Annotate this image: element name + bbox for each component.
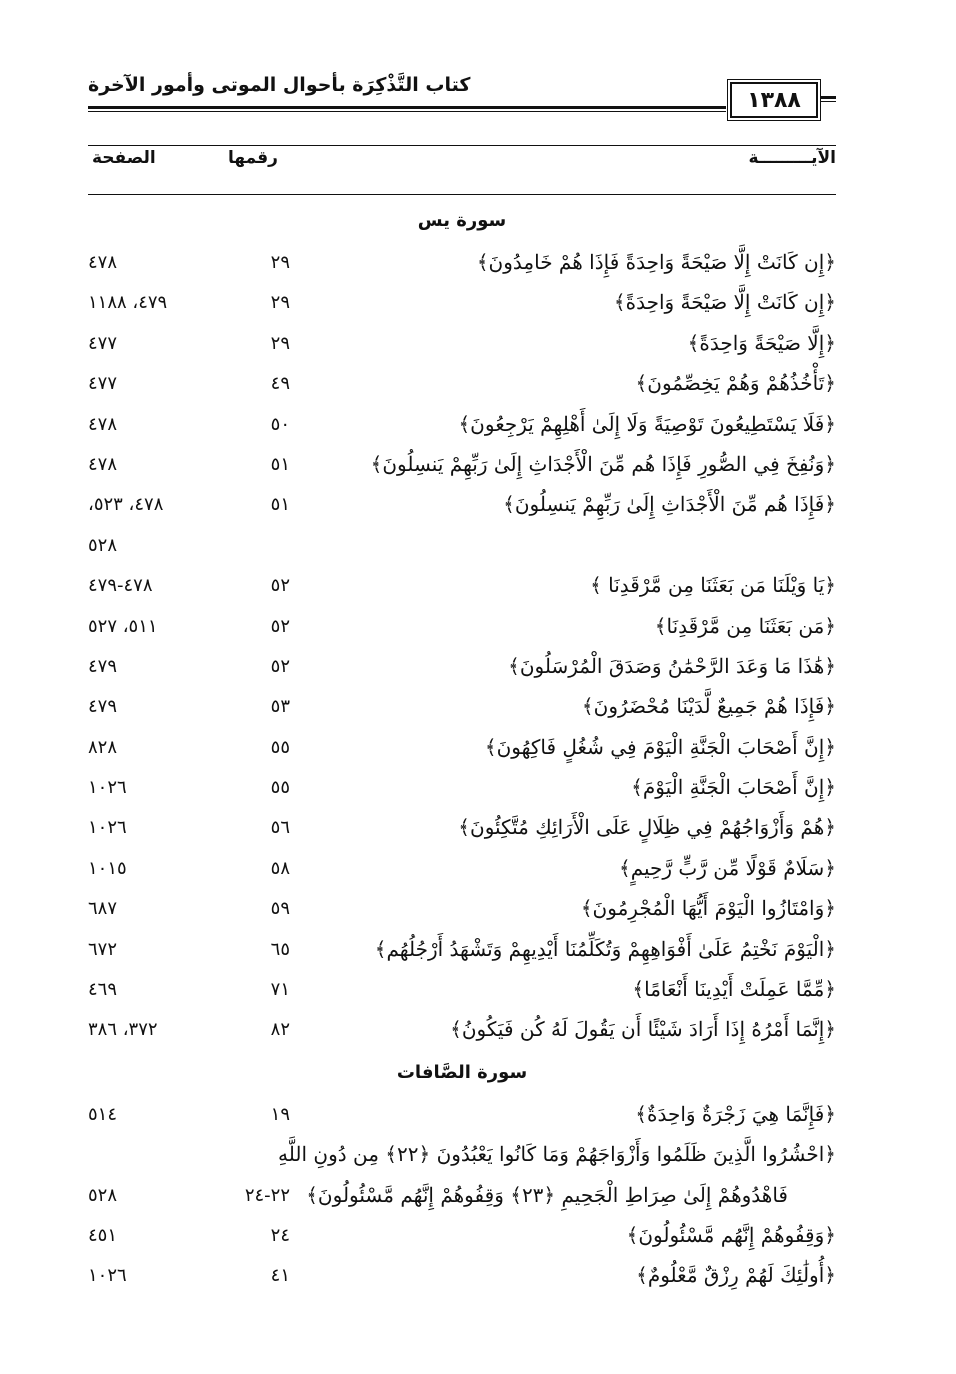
ayah-text: ﴿وَامْتَازُوا الْيَوْمَ أَيُّهَا الْمُجْرِمُونَ﴾: [580, 896, 836, 921]
surah-title: سورة الصَّافات: [396, 1061, 528, 1083]
ayah-text: ﴿فَإِنَّمَا هِيَ زَجْرَةٌ وَاحِدَةٌ﴾: [635, 1101, 836, 1126]
table-row: [88, 1217, 836, 1257]
ayah-number: ٢٢-٢٤: [244, 1184, 290, 1206]
page-reference: ٤٧٧: [88, 373, 118, 395]
page-reference: ٤٧٩: [88, 655, 118, 677]
page-reference: ٨٢٨: [88, 736, 118, 758]
ayah-text: ﴿مِّمَّا عَمِلَتْ أَيْدِينَا أَنْعَامًا﴾: [632, 977, 836, 1002]
ayah-number: ٥٦: [270, 817, 290, 839]
ayah-text: ﴿هُمْ وَأَزْوَاجُهُمْ فِي ظِلَالٍ عَلَى الْأَرَائِكِ مُتَّكِئُونَ﴾: [458, 815, 836, 840]
ayah-number: ٥٢: [270, 575, 290, 597]
table-row: [88, 527, 836, 567]
ayah-number: ٢٩: [270, 292, 290, 314]
page-reference: ٤٥١: [88, 1224, 118, 1246]
page-reference: ١٠٢٦: [88, 1265, 127, 1287]
table-row: [88, 284, 836, 324]
ayah-text: ﴿احْشُرُوا الَّذِينَ ظَلَمُوا وَأَزْوَاجَهُمْ وَمَا كَانُوا يَعْبُدُونَ ﴿٢٢﴾ مِن دُونِ اللَّهِ: [278, 1142, 836, 1167]
ayah-text: ﴿إِن كَانَتْ إِلَّا صَيْحَةً وَاحِدَةً﴾: [613, 290, 836, 315]
ayah-number: ٥٢: [270, 615, 290, 637]
page-reference: ١٠٢٦: [88, 817, 127, 839]
ayah-number: ١٩: [270, 1103, 290, 1125]
table-row: [88, 608, 836, 648]
table-row: [88, 971, 836, 1011]
page-reference: ٥١٤: [88, 1103, 118, 1125]
surah-title: سورة يس: [417, 210, 507, 231]
page-reference: ٤٦٩: [88, 979, 118, 1001]
ayah-number: ٥١: [270, 453, 290, 475]
page-reference: ١٠١٥: [88, 857, 127, 879]
table-row: [88, 244, 836, 284]
ayah-number: ٢٩: [270, 332, 290, 354]
index-table: [88, 200, 836, 1298]
table-row: [88, 486, 836, 526]
ayah-number: ٥٩: [270, 898, 290, 920]
running-header: [88, 68, 836, 120]
table-row: [88, 729, 836, 769]
ayah-number: ٥٠: [270, 413, 290, 435]
ayah-number: ٨٢: [270, 1019, 290, 1041]
ayah-text: ﴿الْيَوْمَ نَخْتِمُ عَلَىٰ أَفْوَاهِهِمْ وَتُكَلِّمُنَا أَيْدِيهِمْ وَتَشْهَدُ أَرْجُلُهُم﴾: [374, 936, 836, 961]
ayah-text: ﴿إِلَّا صَيْحَةً وَاحِدَةً﴾: [687, 330, 836, 355]
surah-heading-row: [88, 200, 836, 244]
table-row: [88, 406, 836, 446]
page-reference: ٦٧٢: [88, 938, 118, 960]
ayah-number: ٢٤: [270, 1224, 290, 1246]
ayah-number: ٥٨: [270, 857, 290, 879]
page-number: ١٣٨٨: [730, 82, 818, 118]
table-row: [88, 648, 836, 688]
header-rule: [88, 106, 726, 112]
column-header-top-rule: [88, 145, 836, 146]
surah-heading-row: [88, 1052, 836, 1096]
ayah-number: ٥٢: [270, 655, 290, 677]
ayah-number: ٥٥: [270, 777, 290, 799]
ayah-text: ﴿هَٰذَا مَا وَعَدَ الرَّحْمَٰنُ وَصَدَقَ الْمُرْسَلُونَ﴾: [508, 653, 836, 678]
table-row: [88, 931, 836, 971]
ayah-text: ﴿وَنُفِخَ فِي الصُّورِ فَإِذَا هُم مِّنَ الْأَجْدَاثِ إِلَىٰ رَبِّهِمْ يَنسِلُونَ﴾: [370, 451, 836, 476]
ayah-number: ٦٥: [270, 938, 290, 960]
table-row: [88, 1096, 836, 1136]
column-header-rule: [88, 194, 836, 195]
ayah-text: فَاهْدُوهُمْ إِلَىٰ صِرَاطِ الْجَحِيمِ ﴿٢٣﴾ وَقِفُوهُمْ إِنَّهُم مَّسْئُولُونَ﴾: [306, 1182, 788, 1207]
table-row: [88, 688, 836, 728]
ayah-text: ﴿إِن كَانَتْ إِلَّا صَيْحَةً وَاحِدَةً فَإِذَا هُمْ خَامِدُونَ﴾: [476, 250, 836, 274]
page-reference: ٤٧٨: [88, 413, 118, 435]
page-reference: ٤٧٨-٤٧٩: [88, 575, 153, 597]
table-row: [88, 769, 836, 809]
table-row: [88, 1257, 836, 1297]
ayah-text: ﴿تَأْخُذُهُمْ وَهُمْ يَخِصِّمُونَ﴾: [635, 371, 836, 396]
ayah-number: ٥٣: [270, 696, 290, 718]
page-reference: ٤٧٩: [88, 696, 118, 718]
ayah-text: ﴿فَلَا يَسْتَطِيعُونَ تَوْصِيَةً وَلَا إِلَىٰ أَهْلِهِمْ يَرْجِعُونَ﴾: [458, 411, 836, 436]
page-reference: ٤٧٩، ١١٨٨: [88, 292, 168, 314]
ayah-number: ٤٩: [270, 373, 290, 395]
ayah-text: ﴿فَإِذَا هُمْ جَمِيعٌ لَّدَيْنَا مُحْضَرُونَ﴾: [581, 694, 836, 719]
table-row: [88, 1136, 836, 1176]
table-row: [88, 850, 836, 890]
column-header-page: الصفحة: [92, 148, 156, 168]
table-row: [88, 567, 836, 607]
ayah-text: ﴿إِنَّمَا أَمْرُهُ إِذَا أَرَادَ شَيْئًا أَن يَقُولَ لَهُ كُن فَيَكُونُ﴾: [450, 1017, 836, 1042]
page-reference: ٤٧٧: [88, 332, 118, 354]
ayah-number: ٥٥: [270, 736, 290, 758]
page-reference: ٤٧٨، ٥٢٣،: [88, 494, 164, 516]
ayah-text: ﴿سَلَامٌ قَوْلًا مِّن رَّبٍّ رَّحِيمٍ﴾: [618, 855, 836, 880]
ayah-text: ﴿يَا وَيْلَنَا مَن بَعَثَنَا مِن مَّرْقَدِنَا ﴾: [590, 573, 836, 598]
ayah-text: ﴿إِنَّ أَصْحَابَ الْجَنَّةِ الْيَوْمَ فِي شُغُلٍ فَاكِهُونَ﴾: [484, 734, 836, 759]
ayah-number: ٧١: [270, 979, 290, 1001]
page-reference: ٦٨٧: [88, 898, 118, 920]
page-reference: ٥٢٨: [88, 1184, 118, 1206]
page-reference: ٣٧٢، ٣٨٦: [88, 1019, 158, 1041]
ayah-text: ﴿فَإِذَا هُم مِّنَ الْأَجْدَاثِ إِلَىٰ رَبِّهِمْ يَنسِلُونَ﴾: [503, 492, 836, 517]
ayah-text: ﴿وَقِفُوهُمْ إِنَّهُم مَّسْئُولُونَ﴾: [626, 1222, 836, 1247]
column-header-number: رقمها: [228, 148, 278, 168]
ayah-text: ﴿مَن بَعَثَنَا مِن مَّرْقَدِنَا﴾: [654, 613, 836, 638]
table-row: [88, 1177, 836, 1217]
page-reference: ٥١١، ٥٢٧: [88, 615, 158, 637]
page-reference: ٥٢٨: [88, 534, 118, 556]
table-row: [88, 325, 836, 365]
table-row: [88, 446, 836, 486]
column-header-ayah: الآيـــــــــة: [748, 148, 836, 168]
page-reference: ٤٧٨: [88, 453, 118, 475]
table-row: [88, 809, 836, 849]
ayah-text: ﴿إِنَّ أَصْحَابَ الْجَنَّةِ الْيَوْمَ﴾: [631, 775, 836, 800]
ayah-text: ﴿أُولَٰئِكَ لَهُمْ رِزْقٌ مَّعْلُومٌ﴾: [636, 1263, 836, 1288]
ayah-number: ٤١: [270, 1265, 290, 1287]
page-reference: ١٠٢٦: [88, 777, 127, 799]
page-reference: ٤٧٨: [88, 252, 118, 273]
table-row: [88, 890, 836, 930]
header-rule-tail: [820, 96, 836, 102]
table-row: [88, 1011, 836, 1051]
book-title: كتاب التَّذْكِرَة بأحوال الموتى وأمور الآخرة: [88, 74, 471, 96]
table-row: [88, 365, 836, 405]
ayah-number: ٥١: [270, 494, 290, 516]
ayah-number: ٢٩: [270, 252, 290, 273]
